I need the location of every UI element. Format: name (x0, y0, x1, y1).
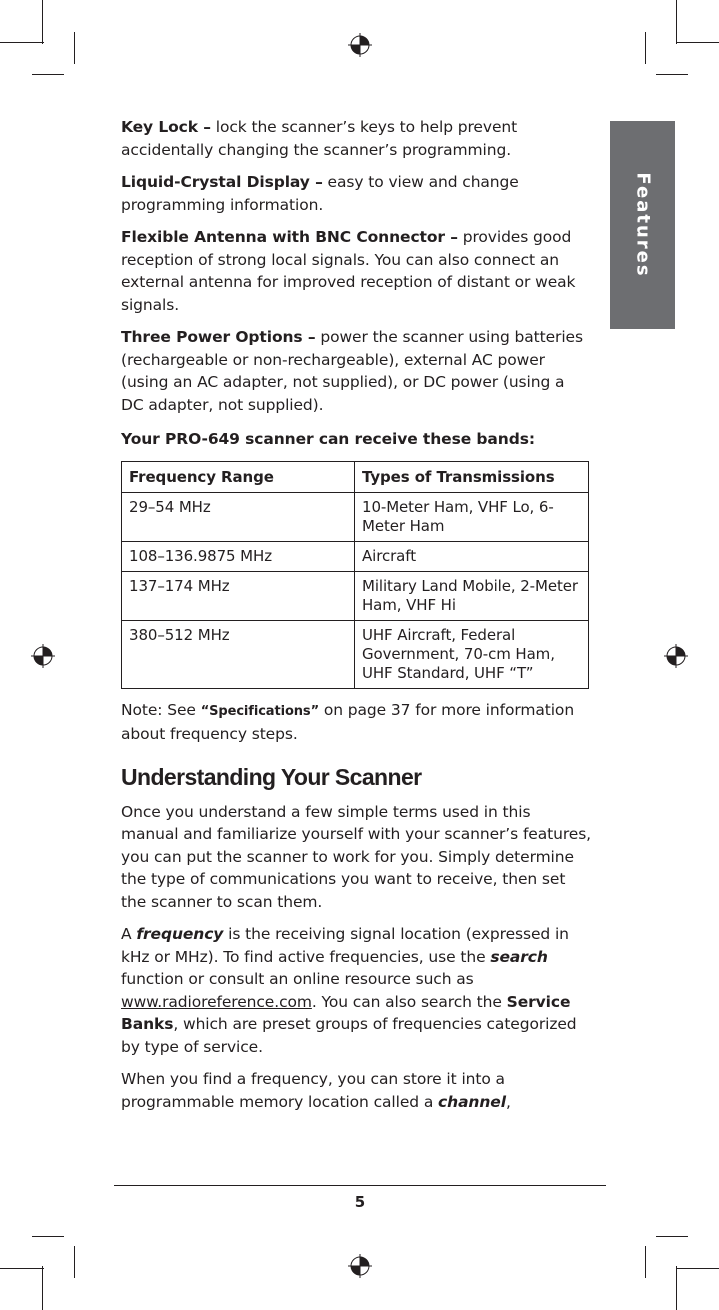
text: . You can also search the (311, 992, 507, 1011)
crop-mark (42, 0, 43, 44)
term-search: search (490, 947, 548, 966)
table-cell-transmission: Aircraft (355, 541, 589, 571)
bands-intro: Your PRO-649 scanner can receive these bands: (121, 430, 535, 448)
footer-divider (114, 1185, 606, 1186)
crop-mark (0, 42, 44, 43)
radioreference-link[interactable]: www.radioreference.com (121, 992, 312, 1011)
feature-power (121, 326, 591, 416)
table-cell-frequency: 380–512 MHz (122, 620, 355, 688)
crop-mark (42, 1266, 43, 1310)
crop-mark (676, 0, 677, 44)
band-table (121, 461, 589, 689)
registration-mark-icon (664, 644, 688, 668)
feature-text: easy to view and change programming information. (121, 173, 519, 214)
text: A (121, 925, 137, 943)
text: , which are preset groups of frequencies categorized by type of service. (121, 1015, 577, 1056)
page-content (121, 116, 591, 1123)
feature-title: Three Power Options – (121, 328, 316, 346)
crop-mark (32, 1236, 64, 1237)
text: function or consult an online resource such as (121, 970, 474, 988)
registration-mark-icon (348, 33, 372, 57)
feature-key-lock (121, 116, 591, 161)
feature-lcd (121, 171, 591, 216)
registration-mark-icon (348, 1254, 372, 1278)
note-suffix: on page 37 for more information about frequency steps. (121, 700, 575, 743)
crop-mark (0, 1268, 44, 1269)
table-row (122, 492, 589, 541)
text: , (505, 1092, 511, 1111)
table-header-cell: Types of Transmissions (355, 461, 589, 492)
feature-title: Key Lock – (121, 118, 211, 136)
registration-mark-icon (31, 644, 55, 668)
table-cell-transmission: UHF Aircraft, Federal Government, 70-cm Ham, UHF Standard, UHF “T” (355, 620, 589, 688)
table-row (122, 541, 589, 571)
feature-antenna (121, 226, 591, 316)
crop-mark (645, 1246, 646, 1278)
specifications-reference: “Specifications” (200, 703, 320, 719)
crop-mark (74, 32, 75, 64)
table-header-row (122, 461, 589, 492)
crop-mark (32, 74, 64, 75)
section-tab-label: Features (632, 172, 653, 278)
crop-mark (74, 1246, 75, 1278)
table-cell-frequency: 29–54 MHz (122, 492, 355, 541)
crop-mark (676, 1266, 677, 1310)
term-channel: channel (438, 1092, 506, 1111)
text: is the receiving signal location (expressed in kHz or MHz). To find active frequencies, use the (121, 925, 569, 966)
note-prefix: Note: See (121, 700, 201, 719)
table-row (122, 620, 589, 688)
table-header-cell: Frequency Range (122, 461, 355, 492)
feature-title: Flexible Antenna with BNC Connector – (121, 228, 458, 246)
page-number: 5 (354, 1193, 366, 1211)
section-tab (610, 121, 675, 329)
crop-mark (676, 1268, 719, 1269)
term-frequency: frequency (136, 925, 224, 943)
crop-mark (656, 1236, 688, 1237)
crop-mark (645, 32, 646, 64)
section-heading: Understanding Your Scanner (121, 763, 422, 790)
paragraph-channel (121, 1068, 591, 1113)
crop-mark (656, 74, 688, 75)
table-row (122, 571, 589, 620)
text: When you find a frequency, you can store it into a programmable memory location called a (121, 1070, 505, 1111)
table-cell-frequency: 137–174 MHz (122, 571, 355, 620)
note (121, 699, 591, 746)
table-cell-frequency: 108–136.9875 MHz (122, 541, 355, 571)
feature-title: Liquid-Crystal Display – (121, 173, 323, 191)
table-cell-transmission: 10-Meter Ham, VHF Lo, 6-Meter Ham (355, 492, 589, 541)
paragraph-frequency (121, 923, 591, 1058)
table-cell-transmission: Military Land Mobile, 2-Meter Ham, VHF Hi (355, 571, 589, 620)
feature-text: lock the scanner’s keys to help prevent accidentally changing the scanner’s programming. (121, 118, 518, 159)
crop-mark (676, 42, 719, 43)
feature-text: provides good reception of strong local signals. You can also connect an external antenna for improved reception of distant or weak signals. (121, 228, 576, 314)
paragraph-intro: Once you understand a few simple terms used in this manual and familiarize yourself with your scanner’s features, you can put the scanner to work for you. Simply determine the type of communications you want to receive, then set the scanner to scan them. (121, 802, 592, 911)
term-service-banks: Service Banks (121, 992, 571, 1033)
feature-text: power the scanner using batteries (rechargeable or non-rechargeable), external AC power (using an AC adapter, not supplied), or DC power (using a DC adapter, not supplied). (121, 328, 583, 414)
